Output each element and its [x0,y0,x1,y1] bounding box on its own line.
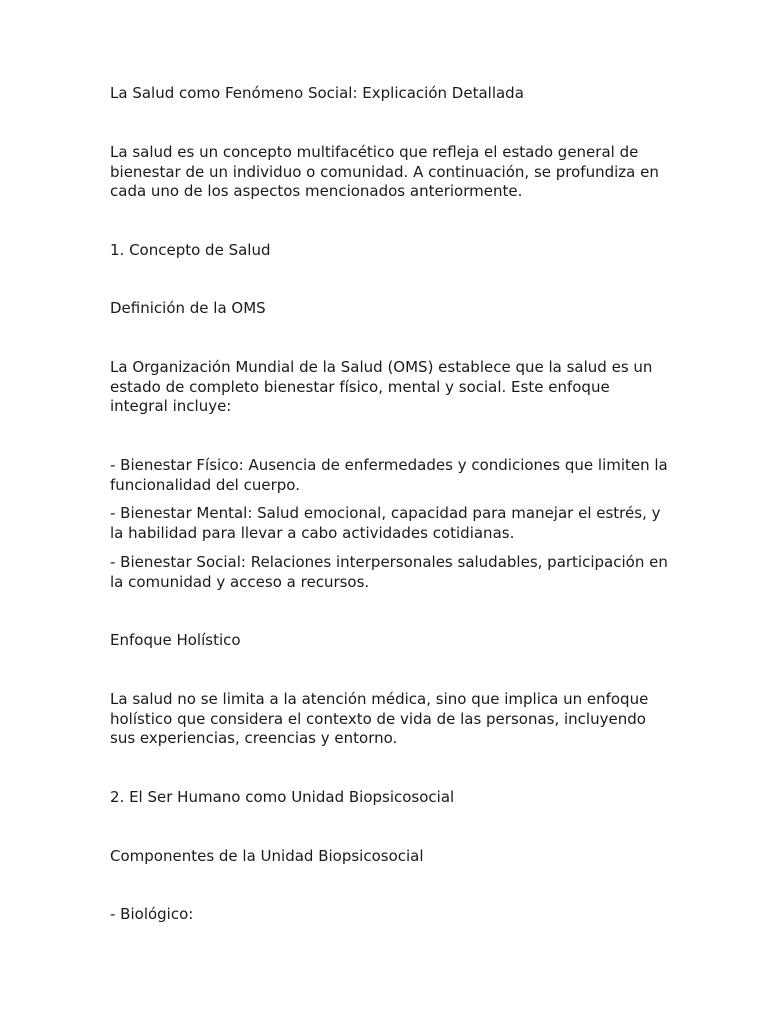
bullet-bienestar-social: - Bienestar Social: Relaciones interpersonales saludables, participación en la comunidad y acceso a recursos. [110,553,668,591]
section-1-heading: 1. Concepto de Salud [110,241,271,259]
holistic-paragraph: La salud no se limita a la atención médica, sino que implica un enfoque holístico que considera el contexto de vida de las personas, incluyendo sus experiencias, creencias y entorno. [110,690,649,747]
oms-paragraph: La Organización Mundial de la Salud (OMS) establece que la salud es un estado de completo bienestar físico, mental y social. Este enfoque integral incluye: [110,358,653,415]
document-title: La Salud como Fenómeno Social: Explicación Detallada [110,84,524,102]
section-2-heading: 2. El Ser Humano como Unidad Biopsicosocial [110,788,455,806]
bullet-bienestar-fisico: - Bienestar Físico: Ausencia de enfermedades y condiciones que limiten la funcionalidad del cuerpo. [110,456,668,494]
components-heading: Componentes de la Unidad Biopsicosocial [110,847,424,865]
biologico-item: - Biológico: [110,905,194,923]
holistic-heading: Enfoque Holístico [110,631,241,649]
oms-heading: Definición de la OMS [110,299,266,317]
bullet-bienestar-mental: - Bienestar Mental: Salud emocional, capacidad para manejar el estrés, y la habilidad para llevar a cabo actividades cotidianas. [110,504,661,542]
intro-paragraph: La salud es un concepto multifacético que refleja el estado general de bienestar de un individuo o comunidad. A continuación, se profundiza en cada uno de los aspectos mencionados anteriormente. [110,143,659,200]
